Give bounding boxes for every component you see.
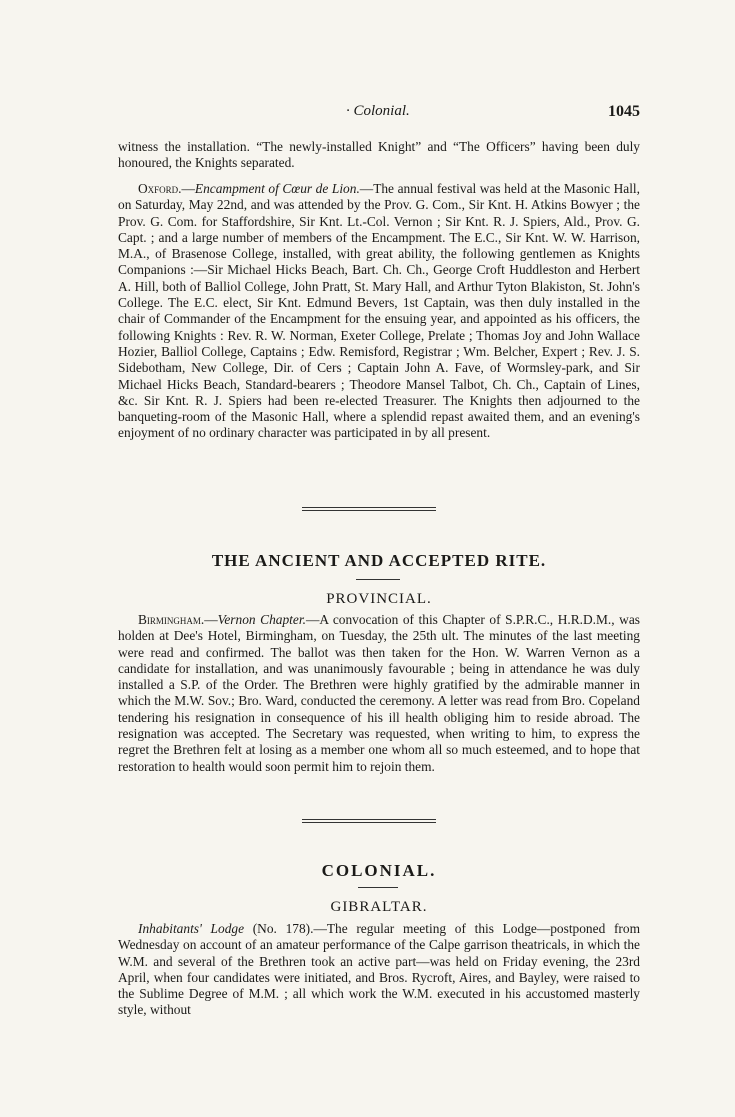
oxford-paragraph [118, 181, 640, 442]
page-header [118, 103, 640, 127]
oxford-dash: — [181, 181, 195, 196]
carryover-text: witness the installation. “The newly-installed Knight” and “The Officers” having been duly honoured, the Knights separated. [118, 139, 640, 171]
subheading-gibraltar: GIBRALTAR. [330, 899, 428, 915]
section-divider [302, 507, 436, 511]
running-title: · Colonial. [346, 103, 410, 119]
oxford-lead: Oxford. [138, 181, 182, 196]
section-heading-ancient-rite: THE ANCIENT AND ACCEPTED RITE. [211, 551, 547, 570]
oxford-section [118, 181, 640, 442]
birmingham-dash: — [204, 612, 218, 627]
lodge-name: Inhabitants' Lodge [138, 921, 245, 936]
heading-rule [356, 579, 400, 580]
gibraltar-body: (No. 178).—The regular meeting of this Lodge—postponed from Wednesday on account of an amateur performance of the Calpe garrison theatricals, in which the W.M. and several of the Brethren took an active part—was held on Friday evening, the 23rd April, when four candidates were initiated, and Bros. Rycroft, Aires, and Bayley, were raised to the Sublime Degree of M.M. ; all which work the W.M. executed in his accustomed masterly style, without [118, 921, 640, 1018]
oxford-body: —The annual festival was held at the Masonic Hall, on Saturday, May 22nd, and was attended by the Prov. G. Com., Sir Knt. H. Atkins Bowyer ; the Prov. G. Com. for Staffordshire, Sir Knt. Lt.-Col. Vernon ; Sir Knt. R. J. Spiers, Ald., Prov. G. Capt. ; and a large number of members of the Encampment. The E.C., Sir Knt. W. W. Harrison, M.A., of Brasenose College, installed, with great ability, the following gentlemen as Knights Companions :—Sir Michael Hicks Beach, Bart. Ch. Ch., George Croft Huddleston and Herbert A. Hill, both of Balliol College, John Pratt, St. Mary Hall, and Arthur Tyton Blakiston, St. John's College. The E.C. elect, Sir Knt. Edmund Bevers, 1st Captain, was then duly installed in the chair of Commander of the Encampment for the ensuing year, and appointed as his officers, the following Knights : Rev. R. W. Norman, Exeter College, Prelate ; Thomas Joy and John Wallace Hozier, Balliol College, Captains ; Edw. Remisford, Registrar ; Wm. Belcher, Expert ; Rev. J. S. Sidebotham, New College, Dir. of Cers ; Captain John A. Fave, of Wormsley-park, and Sir Michael Hicks Beach, Standard-bearers ; Theodore Mansel Talbot, Ch. Ch., Captain of Lines, &c. Sir Knt. R. J. Spiers had been re-elected Treasurer. The Knights then adjourned to the banqueting-room of the Masonic Hall, where a splendid repast awaited them, and an evening's enjoyment of no ordinary character was participated in by all present. [118, 181, 640, 441]
oxford-encampment-name: Encampment of Cœur de Lion. [194, 181, 360, 196]
section-heading-colonial: COLONIAL. [321, 861, 437, 880]
birmingham-paragraph [118, 612, 640, 775]
carryover-paragraph [118, 139, 640, 172]
birmingham-body: —A convocation of this Chapter of S.P.R.C., H.R.D.M., was holden at Dee's Hotel, Birmingham, on Tuesday, the 25th ult. The minutes of the last meeting were read and confirmed. The ballot was then taken for the Hon. W. Warren Vernon as a candidate for installation, and was unanimously favourable ; being in attendance he was duly installed a S.P. of the Order. The Brethren were highly gratified by the admirable manner in which the M.W. Sov.; Bro. Ward, conducted the ceremony. A letter was read from Bro. Copeland tendering his resignation in consequence of his ill health obliging him to reside abroad. The resignation was accepted. The Secretary was requested, when writing to him, to express the regret the Brethren felt at losing as a member one whom all so much esteemed, and to hope that restoration to health would soon permit him to rejoin them. [118, 612, 641, 774]
vernon-chapter-name: Vernon Chapter. [217, 612, 306, 627]
page-number: 1045 [608, 103, 640, 120]
heading-rule-2 [358, 887, 398, 888]
section-divider-2 [302, 819, 436, 823]
birmingham-section [118, 612, 640, 775]
birmingham-lead: Birmingham. [138, 612, 205, 627]
subheading-provincial: PROVINCIAL. [326, 591, 432, 607]
gibraltar-paragraph [118, 921, 640, 1019]
gibraltar-section [118, 921, 640, 1019]
